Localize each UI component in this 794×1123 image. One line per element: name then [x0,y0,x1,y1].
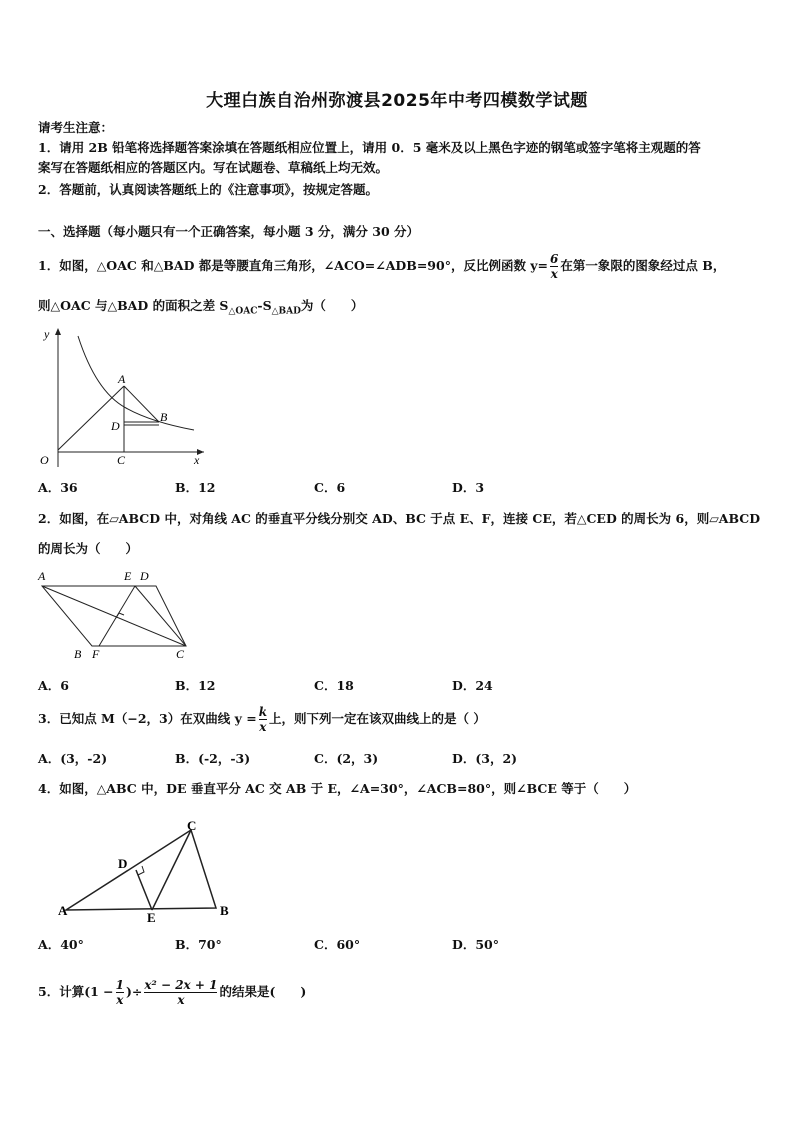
q1-option-d: D．3 [452,480,485,495]
label-y: y [44,327,50,341]
notice-line-2: 2．答题前，认真阅读答题纸上的《注意事项》，按规定答题。 [38,182,378,197]
label-D: D [111,419,120,433]
q3-option-b: B．(-2，-3) [175,751,251,766]
fraction-polynomial-over-x: $\frac{\text{x² − 2x + 1}}{x}$ [144,978,218,1007]
segment-OA [58,386,124,450]
q4-option-d: D．50° [452,937,499,952]
q2-option-d: D．24 [452,678,493,693]
label-A: A [118,372,126,386]
q4-option-a: A．40° [38,937,84,952]
q1-option-b: B．12 [175,480,216,495]
label-B: B [74,647,82,661]
diagonal-AC [42,586,186,646]
label-E: E [147,910,156,924]
q2-option-c: C．18 [314,678,354,693]
y-axis-arrow [55,328,61,335]
label-F: F [92,647,100,661]
label-B: B [160,410,168,424]
q4-option-b: B．70° [175,937,222,952]
question-2-line-2: 的周长为（ ） [38,541,139,556]
q1-option-a: A．36 [38,480,78,495]
label-C: C [117,453,126,467]
question-1-line-2: 则△OAC 与△BAD 的面积之差 $S_{\triangle OAC}-S_{\triangle BAD}$为（ ） [38,298,364,317]
hyperbola-curve [78,336,194,430]
question-2-line-1: 2．如图，在▱ABCD 中，对角线 AC 的垂直平分线分别交 AD、BC 于点 E、F，连接 CE，若△CED 的周长为 6，则▱ABCD [38,511,761,526]
q2-option-a: A．6 [38,678,69,693]
question-1-line-1: 1．如图，△OAC 和△BAD 都是等腰直角三角形，∠ACO=∠ADB=90°，反比例函数 y= $\frac{6}{x}$ 在第一象限的图象经过点 B， [38,252,726,281]
question-4: 4．如图，△ABC 中，DE 垂直平分 AC 交 AB 于 E，∠A=30°，∠ACB=80°，则∠BCE 等于（ ） [38,781,637,796]
q1-option-c: C．6 [314,480,346,495]
notice-line-1a: 1．请用 2B 铅笔将选择题答案涂填在答题纸相应位置上，请用 0．5 毫米及以上黑色字迹的钢笔或签字笔将主观题的答 [38,140,701,155]
label-D: D [140,569,149,583]
label-A: A [38,569,46,583]
notice-line-1b: 案写在答题纸相应的答题区内。写在试题卷、草稿纸上均无效。 [38,160,389,175]
notice-heading: 请考生注意： [38,120,114,135]
question-3: 3．已知点 M（−2，3）在双曲线 y = $\frac{k}{x}$ 上，则下列一定在该双曲线上的是（ ） [38,705,486,734]
q4-option-c: C．60° [314,937,361,952]
q3-option-c: C．(2，3) [314,751,379,766]
fraction-1-over-x: $\frac{1}{x}$ [115,978,124,1007]
label-C: C [176,647,185,661]
question-5: 5．计算(1 − $\frac{1}{x}$ )÷ $\frac{\text{x² − 2x + 1}}{x}$ 的结果是( ) [38,978,307,1007]
question-4-figure [56,818,246,924]
segment-ED [136,870,152,910]
q2-option-b: B．12 [175,678,216,693]
fraction-k-over-x: $\frac{k}{x}$ [258,705,268,734]
question-1-figure [36,322,208,472]
label-E: E [124,569,132,583]
label-C: C [187,818,197,833]
label-O: O [40,453,49,467]
q3-option-d: D．(3，2) [452,751,518,766]
label-B: B [220,903,229,918]
segment-AB [124,386,159,422]
q3-option-a: A．(3，-2) [38,751,108,766]
fraction-6-over-x: $\frac{6}{x}$ [550,252,559,281]
label-D: D [118,856,128,871]
label-x: x [194,453,200,467]
right-angle-mark [138,866,144,875]
triangle-ABC [66,830,216,910]
page-title: 大理白族自治州弥渡县2025年中考四模数学试题 [206,91,588,111]
label-A: A [58,903,68,918]
section-heading: 一、选择题（每小题只有一个正确答案，每小题 3 分，满分 30 分） [38,224,420,239]
question-2-figure [36,566,196,662]
